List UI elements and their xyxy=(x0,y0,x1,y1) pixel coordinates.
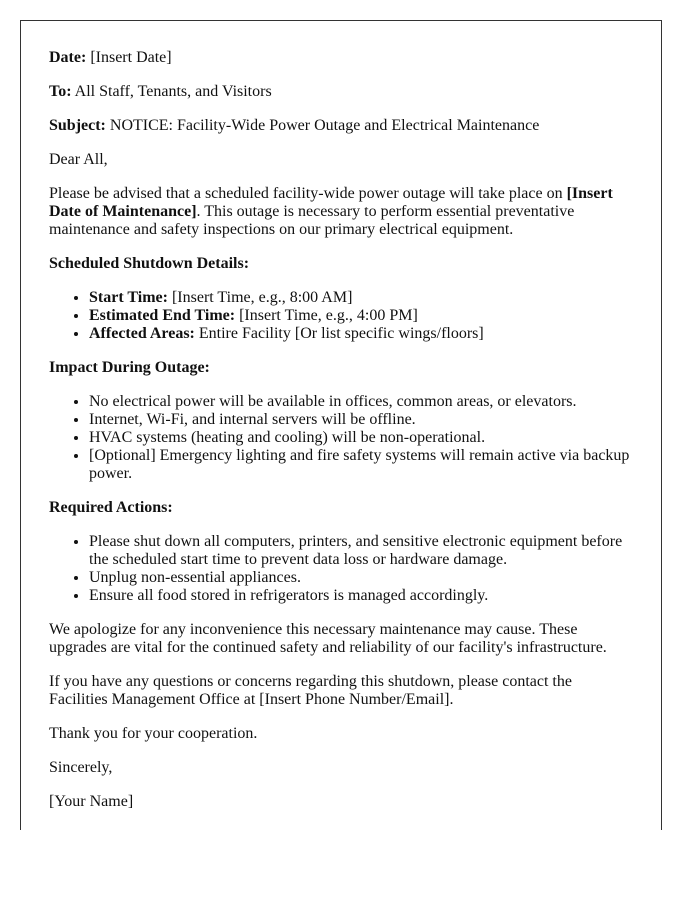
list-item xyxy=(89,307,633,325)
impact-heading xyxy=(49,359,633,377)
required-actions-list xyxy=(49,533,633,605)
date-value: [Insert Date] xyxy=(90,49,172,66)
shutdown-details-list xyxy=(49,289,633,343)
shutdown-details-heading xyxy=(49,255,633,273)
subject-label: Subject: xyxy=(49,117,106,134)
affected-areas-value: Entire Facility [Or list specific wings/floors] xyxy=(198,325,484,342)
start-time-label: Start Time: xyxy=(89,289,168,306)
signature-name: [Your Name] xyxy=(49,793,134,810)
subject-value: NOTICE: Facility-Wide Power Outage and Electrical Maintenance xyxy=(109,117,540,134)
notice-letter xyxy=(20,20,662,830)
to-value: All Staff, Tenants, and Visitors xyxy=(74,83,272,100)
list-item: • Ensure all food stored in refrigerators is managed accordingly. xyxy=(89,587,633,605)
list-item: • Unplug non-essential appliances. xyxy=(89,569,633,587)
closing-line: Sincerely, xyxy=(49,759,113,776)
letter-body xyxy=(49,49,633,811)
salutation: Dear All, xyxy=(49,151,108,168)
list-item: • HVAC systems (heating and cooling) will be non-operational. xyxy=(89,429,633,447)
shutdown-details-heading-text: Scheduled Shutdown Details: xyxy=(49,255,250,272)
to-label: To: xyxy=(49,83,72,100)
intro-text-before: Please be advised that a scheduled facility-wide power outage will take place on xyxy=(49,185,567,202)
maintenance-date-placeholder: [Insert Date of Maintenance] xyxy=(49,185,613,220)
impact-heading-text: Impact During Outage: xyxy=(49,359,210,376)
end-time-value: [Insert Time, e.g., 4:00 PM] xyxy=(239,307,418,324)
list-item: • [Optional] Emergency lighting and fire safety systems will remain active via backup power. xyxy=(89,447,633,483)
required-actions-heading-text: Required Actions: xyxy=(49,499,173,516)
list-item: • No electrical power will be available in offices, common areas, or elevators. xyxy=(89,393,633,411)
list-item xyxy=(89,289,633,307)
required-actions-heading xyxy=(49,499,633,517)
impact-list xyxy=(49,393,633,483)
end-time-label: Estimated End Time: xyxy=(89,307,236,324)
intro-text-after: . This outage is necessary to perform essential preventative maintenance and safety inspections on our primary electrical equipment. xyxy=(49,203,575,238)
list-item: • Internet, Wi-Fi, and internal servers will be offline. xyxy=(89,411,633,429)
contact-paragraph: If you have any questions or concerns regarding this shutdown, please contact the Facilities Management Office at [Insert Phone Number/Email]. xyxy=(49,673,572,708)
intro-paragraph xyxy=(49,185,633,239)
list-item: • Please shut down all computers, printers, and sensitive electronic equipment before the scheduled start time to prevent data loss or hardware damage. xyxy=(89,533,633,569)
list-item xyxy=(89,325,633,343)
affected-areas-label: Affected Areas: xyxy=(89,325,195,342)
date-label: Date: xyxy=(49,49,87,66)
start-time-value: [Insert Time, e.g., 8:00 AM] xyxy=(171,289,353,306)
subject-line xyxy=(49,117,633,135)
thanks-line: Thank you for your cooperation. xyxy=(49,725,258,742)
date-line xyxy=(49,49,633,67)
apology-paragraph: We apologize for any inconvenience this necessary maintenance may cause. These upgrades are vital for the continued safety and reliability of our facility's infrastructure. xyxy=(49,621,607,656)
to-line xyxy=(49,83,633,101)
